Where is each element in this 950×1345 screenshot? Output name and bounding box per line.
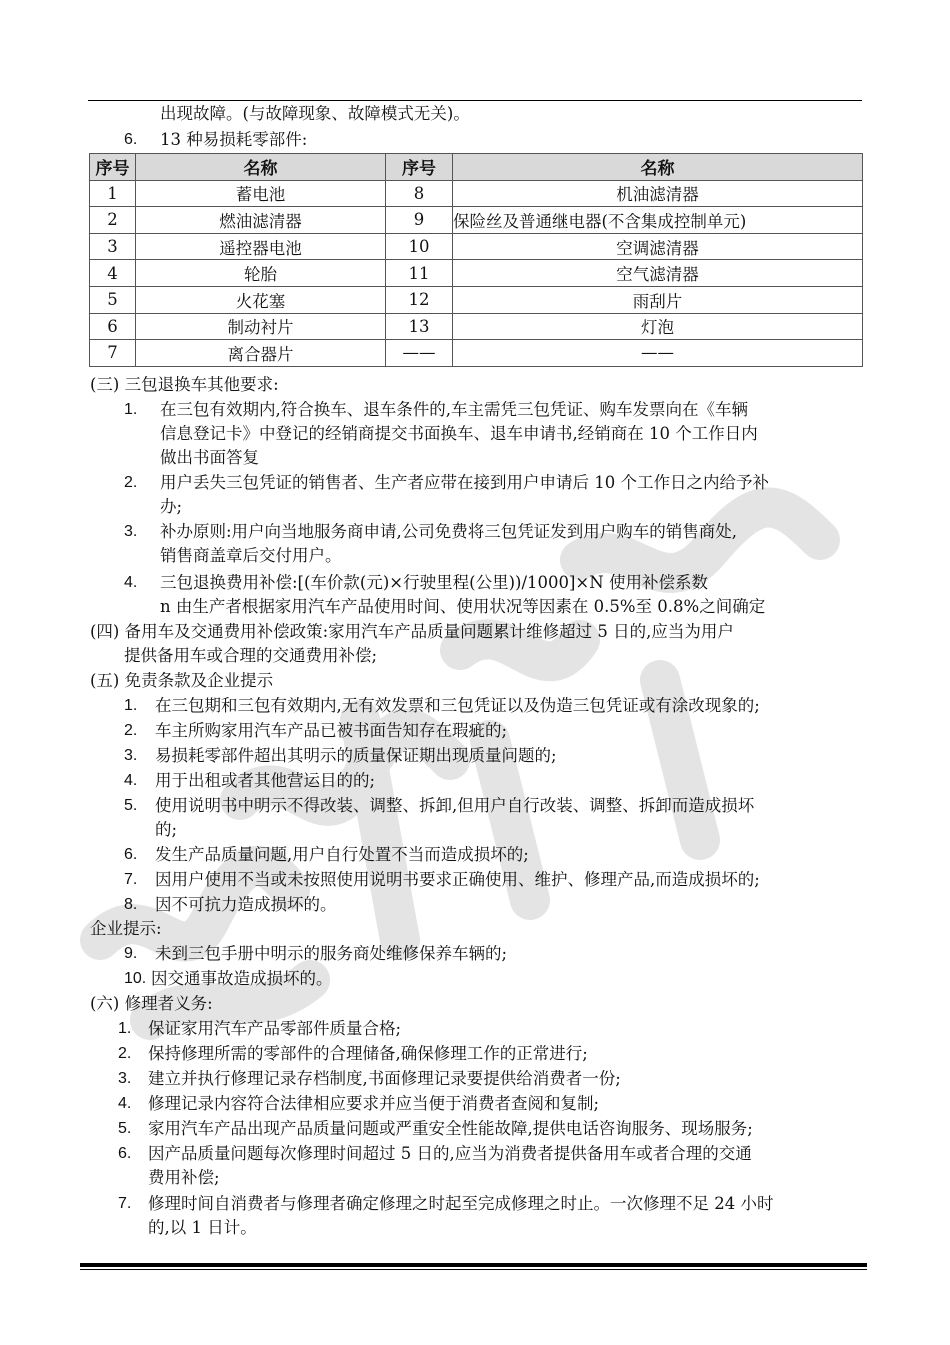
table-cell: ——: [453, 340, 863, 367]
table-cell: 空气滤清器: [453, 260, 863, 287]
table-cell: 遥控器电池: [136, 233, 386, 260]
section-heading: (四) 备用车及交通费用补偿政策:家用汽车产品质量问题累计维修超过 5 日的,应当为用户: [90, 622, 734, 641]
table-cell: 空调滤清器: [453, 233, 863, 260]
list-text: 因不可抗力造成损坏的。: [155, 895, 337, 914]
table-cell: 8: [386, 180, 453, 207]
table-cell: 13: [386, 313, 453, 340]
table-cell: 燃油滤清器: [136, 207, 386, 234]
list-number: 4.: [124, 574, 138, 591]
list-text: 三包退换费用补偿:[(车价款(元)×行驶里程(公里))/1000]×N 使用补偿系数: [160, 573, 708, 592]
list-text: 在三包期和三包有效期内,无有效发票和三包凭证以及伪造三包凭证或有涂改现象的;: [155, 696, 760, 715]
list-number: 1.: [118, 1020, 132, 1037]
list-text: 信息登记卡》中登记的经销商提交书面换车、退车申请书,经销商在 10 个工作日内: [160, 424, 758, 443]
list-number: 2.: [118, 1045, 132, 1062]
item-text: 13 种易损耗零部件:: [160, 130, 308, 149]
header-cell: 名称: [453, 154, 863, 181]
table-cell: 1: [90, 180, 136, 207]
list-text: 修理记录内容符合法律相应要求并应当便于消费者查阅和复制;: [148, 1094, 600, 1113]
table-row: [90, 286, 863, 313]
section-heading: (五) 免责条款及企业提示: [90, 671, 274, 690]
list-text: 保持修理所需的零部件的合理储备,确保修理工作的正常进行;: [148, 1044, 588, 1063]
header-rule: [88, 100, 862, 101]
list-text: 易损耗零部件超出其明示的质量保证期出现质量问题的;: [155, 746, 557, 765]
list-text: 因用户使用不当或未按照使用说明书要求正确使用、维护、修理产品,而造成损坏的;: [155, 870, 760, 889]
list-text: n 由生产者根据家用汽车产品使用时间、使用状况等因素在 0.5%至 0.8%之间确定: [160, 597, 766, 616]
header-cell: 序号: [90, 154, 136, 181]
table-cell: 机油滤清器: [453, 180, 863, 207]
table-cell: 制动衬片: [136, 313, 386, 340]
list-number: 1.: [124, 401, 138, 418]
list-text: 做出书面答复: [160, 448, 259, 467]
list-text: 车主所购家用汽车产品已被书面告知存在瑕疵的;: [155, 721, 508, 740]
list-text: 销售商盖章后交付用户。: [160, 546, 342, 565]
table-row: [90, 207, 863, 234]
list-number: 7.: [124, 871, 138, 888]
table-cell: 3: [90, 233, 136, 260]
list-number: 9.: [124, 945, 138, 962]
table-cell: 7: [90, 340, 136, 367]
list-number: 4.: [118, 1095, 132, 1112]
table-cell: 10: [386, 233, 453, 260]
list-text: 未到三包手册中明示的服务商处维修保养车辆的;: [155, 944, 508, 963]
table-cell: 9: [386, 207, 453, 234]
list-text: 修理时间自消费者与修理者确定修理之时起至完成修理之时止。一次修理不足 24 小时: [148, 1194, 774, 1213]
footer-rule-thin: [80, 1269, 867, 1270]
list-number: 2.: [124, 722, 138, 739]
table-row: [90, 180, 863, 207]
table-row: [90, 260, 863, 287]
list-number: 4.: [124, 772, 138, 789]
list-number: 6.: [118, 1145, 132, 1162]
list-number: 2.: [124, 474, 138, 491]
table-row: [90, 340, 863, 367]
table-cell: 6: [90, 313, 136, 340]
section-text: 提供备用车或合理的交通费用补偿;: [124, 646, 378, 665]
list-text: 费用补偿;: [148, 1168, 220, 1187]
table-cell: 火花塞: [136, 286, 386, 313]
table-cell: 轮胎: [136, 260, 386, 287]
continuation-text: 出现故障。(与故障现象、故障模式无关)。: [160, 104, 470, 123]
list-number: 7.: [118, 1195, 132, 1212]
list-text: 建立并执行修理记录存档制度,书面修理记录要提供给消费者一份;: [148, 1069, 621, 1088]
wear-parts-table: [89, 153, 863, 367]
table-header-row: [90, 154, 863, 181]
list-text: 因产品质量问题每次修理时间超过 5 日的,应当为消费者提供备用车或者合理的交通: [148, 1144, 752, 1163]
list-text: 家用汽车产品出现产品质量问题或严重安全性能故障,提供电话咨询服务、现场服务;: [148, 1119, 753, 1138]
list-text: 的;: [155, 820, 178, 839]
table-cell: 5: [90, 286, 136, 313]
table-row: [90, 313, 863, 340]
list-number: 5.: [124, 797, 138, 814]
list-number: 3.: [124, 523, 138, 540]
footer-rule: [80, 1263, 867, 1267]
list-text: 发生产品质量问题,用户自行处置不当而造成损坏的;: [155, 845, 529, 864]
list-text: 用户丢失三包凭证的销售者、生产者应带在接到用户申请后 10 个工作日之内给予补: [160, 473, 769, 492]
table-cell: 灯泡: [453, 313, 863, 340]
table-cell: 11: [386, 260, 453, 287]
list-number: 8.: [124, 896, 138, 913]
table-row: [90, 233, 863, 260]
section-heading: (六) 修理者义务:: [90, 994, 213, 1013]
tip-label: 企业提示:: [90, 919, 162, 938]
list-text: 因交通事故造成损坏的。: [151, 969, 333, 988]
list-text: 使用说明书中明示不得改装、调整、拆卸,但用户自行改装、调整、拆卸而造成损坏: [155, 796, 755, 815]
table-cell: 离合器片: [136, 340, 386, 367]
table-cell: 4: [90, 260, 136, 287]
section-heading: (三) 三包退换车其他要求:: [90, 375, 279, 394]
list-text: 的,以 1 日计。: [148, 1218, 257, 1237]
list-number: 10.: [124, 970, 147, 987]
header-cell: 名称: [136, 154, 386, 181]
list-text: 办;: [160, 497, 183, 516]
item-number: 6.: [124, 131, 138, 148]
list-number: 5.: [118, 1120, 132, 1137]
list-text: 保证家用汽车产品零部件质量合格;: [148, 1019, 402, 1038]
list-number: 1.: [124, 697, 138, 714]
table-cell: 保险丝及普通继电器(不含集成控制单元): [453, 207, 863, 234]
table-cell: 蓄电池: [136, 180, 386, 207]
list-number: 3.: [124, 747, 138, 764]
table-cell: 2: [90, 207, 136, 234]
list-text: 在三包有效期内,符合换车、退车条件的,车主需凭三包凭证、购车发票向在《车辆: [160, 400, 748, 419]
list-number: 3.: [118, 1070, 132, 1087]
list-text: 用于出租或者其他营运目的的;: [155, 771, 376, 790]
list-text: 补办原则:用户向当地服务商申请,公司免费将三包凭证发到用户购车的销售商处,: [160, 522, 738, 541]
table-cell: 12: [386, 286, 453, 313]
header-cell: 序号: [386, 154, 453, 181]
list-number: 6.: [124, 846, 138, 863]
table-cell: 雨刮片: [453, 286, 863, 313]
table-cell: ——: [386, 340, 453, 367]
